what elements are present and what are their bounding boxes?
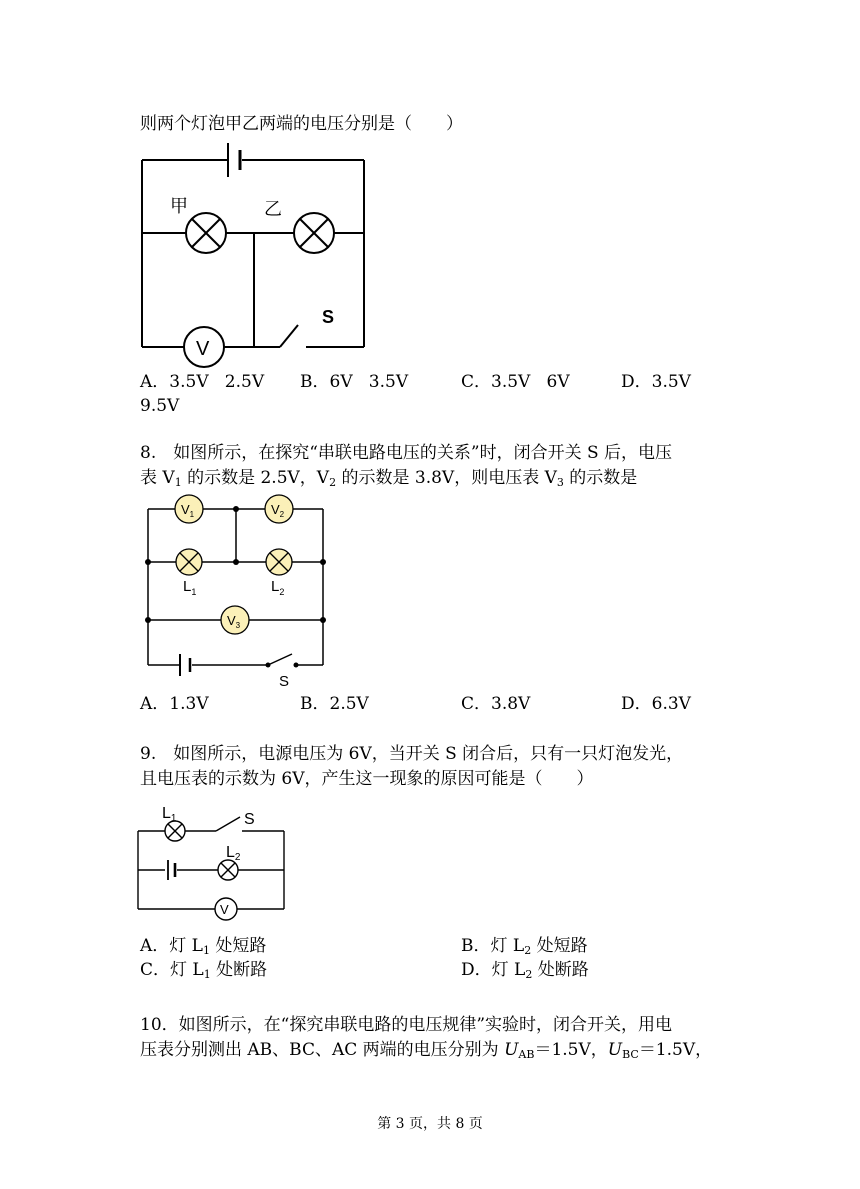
q8-v2-label: $V_2$ — [271, 502, 285, 519]
q9-circuit-diagram — [132, 797, 292, 922]
q8-option-b: B．2.5V — [300, 694, 369, 714]
q8-option-c: C．3.8V — [461, 694, 531, 714]
q8-option-d: D．6.3V — [621, 694, 691, 714]
q7-option-d-wrap: 9.5V — [140, 396, 180, 416]
q7-lamp-b-label: 乙 — [264, 199, 282, 219]
q9-stem-line1: 9. 如图所示，电源电压为 6V，当开关 S 闭合后，只有一只灯泡发光， — [140, 744, 684, 764]
q8-circuit-diagram — [140, 492, 335, 692]
q9-voltmeter-label: V — [220, 902, 229, 917]
q7-switch-label: S — [322, 307, 335, 327]
q9-l2-label: L2 — [226, 844, 241, 863]
q10-stem-line2: 压表分别测出 AB、BC、AC 两端的电压分别为 $U_{AB}=1.5V$，$U_{BC}=1.5V$， — [140, 1040, 713, 1061]
q9-option-a: A．灯 $L_1$ 处短路 — [140, 936, 267, 957]
q8-switch-label: S — [279, 673, 290, 690]
q10-stem-line1: 10．如图所示，在“探究串联电路的电压规律”实验时，闭合开关，用电 — [140, 1015, 673, 1035]
q8-v1-label: $V_1$ — [181, 502, 195, 519]
q8-option-a: A．1.3V — [140, 694, 209, 714]
q8-l1-label: $L_1$ — [183, 578, 197, 597]
q8-stem-line1: 8. 如图所示，在探究“串联电路电压的关系”时，闭合开关 S 后，电压 — [140, 443, 673, 463]
q7-option-a: A．3.5V 2.5V — [140, 372, 265, 392]
q8-v3-label: $V_3$ — [227, 613, 241, 630]
q7-voltmeter-label: V — [196, 338, 210, 360]
q9-option-b: B．灯 $L_2$ 处短路 — [461, 936, 588, 957]
q9-l1-label: L1 — [162, 805, 177, 824]
q7-circuit-diagram — [130, 135, 380, 375]
q9-switch-label: S — [244, 811, 255, 828]
q9-option-d: D．灯 $L_2$ 处断路 — [461, 960, 589, 981]
q7-stem-tail: 则两个灯泡甲乙两端的电压分别是（ ） — [140, 114, 463, 134]
q7-lamp-a-label: 甲 — [170, 196, 188, 216]
q7-option-b: B．6V 3.5V — [300, 372, 409, 392]
q8-l2-label: $L_2$ — [271, 578, 285, 597]
q9-stem-line2: 且电压表的示数为 6V，产生这一现象的原因可能是（ ） — [140, 769, 594, 789]
page-footer: 第 3 页，共 8 页 — [377, 1116, 483, 1132]
q8-stem-line2: 表 $V_1$ 的示数是 2.5V，$V_2$ 的示数是 3.8V，则电压表 $V_3$ 的示数是 — [140, 468, 638, 489]
q7-option-d: D．3.5V — [621, 372, 691, 392]
q7-option-c: C．3.5V 6V — [461, 372, 570, 392]
q9-option-c: C．灯 $L_1$ 处断路 — [140, 960, 268, 981]
